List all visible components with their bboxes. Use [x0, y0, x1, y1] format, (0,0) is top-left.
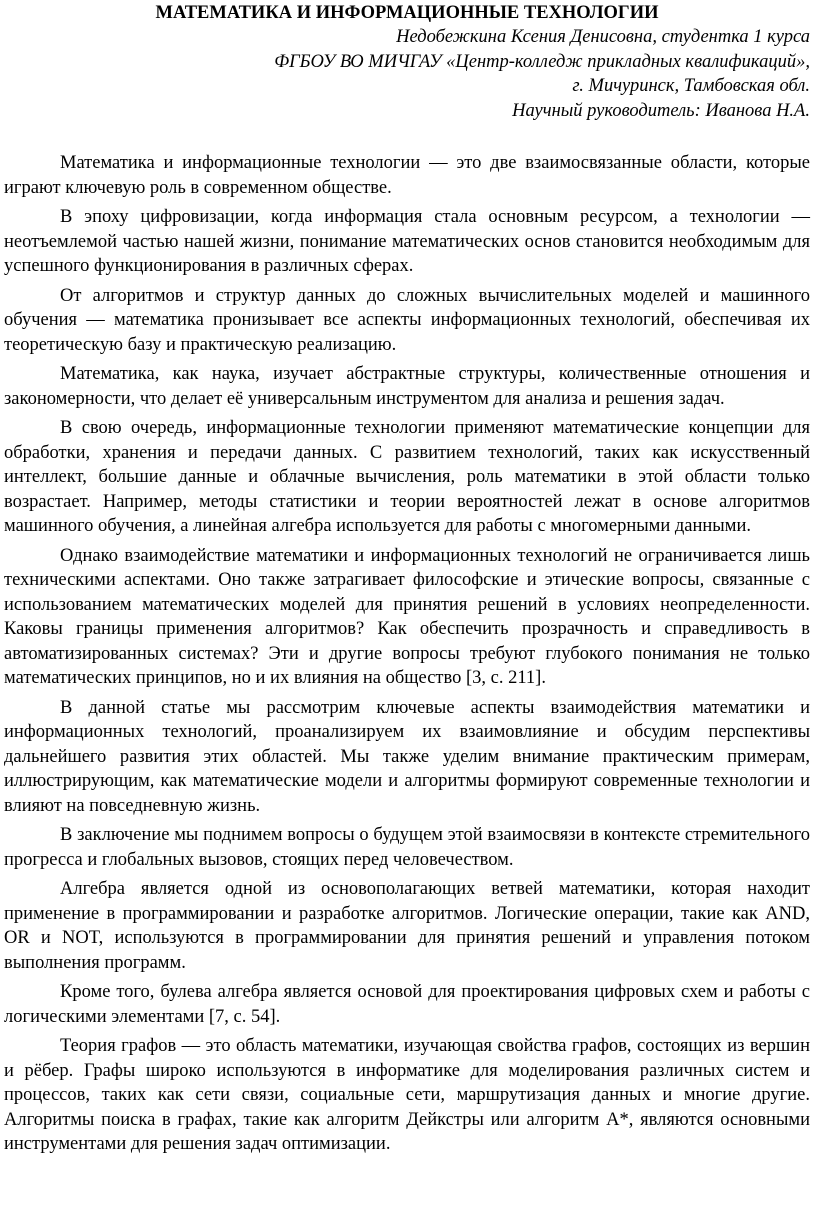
author-block	[4, 25, 810, 123]
article-body	[4, 151, 810, 1157]
body-paragraph: Математика, как наука, изучает абстрактные структуры, количественные отношения и закономерности, что делает её универсальным инструментом для анализа и решения задач.	[4, 364, 810, 409]
author-city-line: г. Мичуринск, Тамбовская обл.	[572, 76, 810, 96]
section-spacer	[4, 123, 810, 151]
body-paragraph: Кроме того, булева алгебра является основой для проектирования цифровых схем и работы с логическими элементами [7, с. 54].	[4, 982, 810, 1027]
body-paragraph: Однако взаимодействие математики и информационных технологий не ограничивается лишь техническими аспектами. Оно также затрагивает философские и этические вопросы, связанные с использованием математических моделей для принятия решений в условиях неопределенности. Каковы границы применения алгоритмов? Как обеспечить прозрачность и справедливость в автоматизированных системах? Эти и другие вопросы требуют глубокого понимания не только математических принципов, но и их влияния на общество [3, с. 211].	[4, 545, 810, 688]
body-paragraph: Теория графов — это область математики, изучающая свойства графов, состоящих из вершин и рёбер. Графы широко используются в информатике для моделирования различных систем и процессов, таких как сети связи, социальные сети, маршрутизация данных и многие другие. Алгоритмы поиска в графах, такие как алгоритм Дейкстры или алгоритм A*, являются основными инструментами для решения задач оптимизации.	[4, 1036, 810, 1154]
author-name-line: Недобежкина Ксения Денисовна, студентка 1 курса	[396, 27, 810, 47]
author-institution-line: ФГБОУ ВО МИЧГАУ «Центр-колледж прикладных квалификаций»,	[274, 51, 810, 72]
body-paragraph: В свою очередь, информационные технологии применяют математические концепции для обработки, хранения и передачи данных. С развитием технологий, таких как искусственный интеллект, большие данные и облачные вычисления, роль математики в этой области только возрастает. Например, методы статистики и теории вероятностей лежат в основе алгоритмов машинного обучения, а линейная алгебра используется для работы с многомерными данными.	[4, 418, 810, 536]
body-paragraph: В заключение мы поднимем вопросы о будущем этой взаимосвязи в контексте стремительного прогресса и глобальных вызовов, стоящих перед человечеством.	[4, 825, 810, 870]
supervisor-line: Научный руководитель: Иванова Н.А.	[512, 100, 810, 121]
body-paragraph: От алгоритмов и структур данных до сложных вычислительных моделей и машинного обучения — математика пронизывает все аспекты информационных технологий, обеспечивая их теоретическую базу и практическую реализацию.	[4, 285, 810, 355]
body-paragraph: В данной статье мы рассмотрим ключевые аспекты взаимодействия математики и информационных технологий, проанализируем их взаимовлияние и обсудим перспективы дальнейшего развития этих областей. Мы также уделим внимание практическим примерам, иллюстрирующим, как математические модели и алгоритмы формируют современные технологии и влияют на повседневную жизнь.	[4, 697, 810, 816]
body-paragraph: В эпоху цифровизации, когда информация стала основным ресурсом, а технологии — неотъемлемой частью нашей жизни, понимание математических основ становится необходимым для успешного функционирования в различных сферах.	[4, 207, 810, 276]
body-paragraph: Алгебра является одной из основополагающих ветвей математики, которая находит применение в программировании и разработке алгоритмов. Логические операции, такие как AND, OR и NOT, используются в программировании для принятия решений и управления потоком выполнения программ.	[4, 879, 810, 973]
article-title: МАТЕМАТИКА И ИНФОРМАЦИОННЫЕ ТЕХНОЛОГИИ	[155, 3, 659, 23]
body-paragraph: Математика и информационные технологии — это две взаимосвязанные области, которые играют ключевую роль в современном обществе.	[4, 153, 810, 198]
